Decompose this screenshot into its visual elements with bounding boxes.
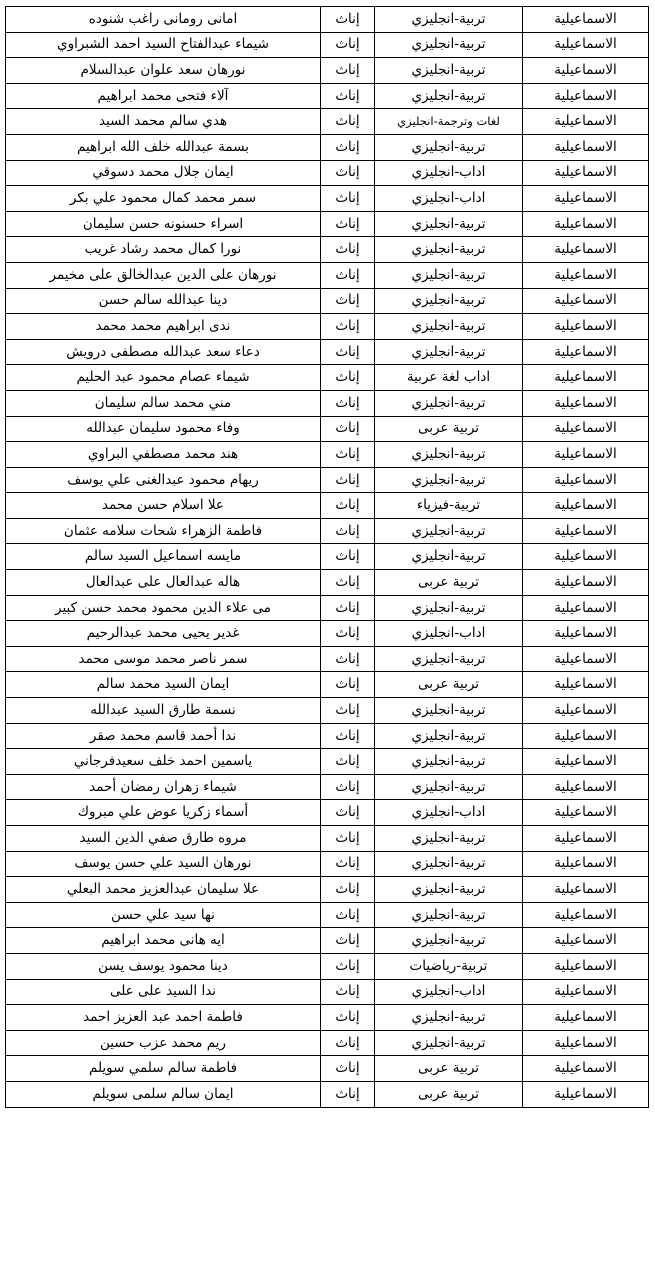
cell-gender: إناث — [321, 288, 375, 314]
cell-governorate: الاسماعيلية — [523, 723, 649, 749]
cell-department: تربية عربى — [375, 416, 523, 442]
cell-gender: إناث — [321, 979, 375, 1005]
cell-governorate: الاسماعيلية — [523, 1056, 649, 1082]
cell-name: فاطمة احمد عبد العزيز احمد — [6, 1005, 321, 1031]
cell-gender: إناث — [321, 416, 375, 442]
table-row — [6, 826, 649, 852]
cell-department: تربية-انجليزي — [375, 544, 523, 570]
table-row — [6, 390, 649, 416]
cell-gender: إناث — [321, 826, 375, 852]
cell-name: هدي سالم محمد السيد — [6, 109, 321, 135]
cell-department: تربية-انجليزي — [375, 83, 523, 109]
cell-gender: إناث — [321, 570, 375, 596]
table-row — [6, 83, 649, 109]
cell-gender: إناث — [321, 314, 375, 340]
cell-name: آلاء فتحى محمد ابراهيم — [6, 83, 321, 109]
table-row — [6, 544, 649, 570]
table-row — [6, 160, 649, 186]
cell-department: تربية-انجليزي — [375, 749, 523, 775]
cell-gender: إناث — [321, 774, 375, 800]
cell-gender: إناث — [321, 749, 375, 775]
cell-governorate: الاسماعيلية — [523, 979, 649, 1005]
cell-governorate: الاسماعيلية — [523, 186, 649, 212]
cell-name: نسمة طارق السيد عبدالله — [6, 698, 321, 724]
table-row — [6, 288, 649, 314]
cell-department: اداب-انجليزي — [375, 979, 523, 1005]
table-row — [6, 211, 649, 237]
cell-governorate: الاسماعيلية — [523, 7, 649, 33]
cell-governorate: الاسماعيلية — [523, 672, 649, 698]
cell-name: ايمان السيد محمد سالم — [6, 672, 321, 698]
cell-gender: إناث — [321, 390, 375, 416]
cell-name: شيماء عبدالفتاح السيد احمد الشبراوي — [6, 32, 321, 58]
cell-name: دينا محمود يوسف يسن — [6, 953, 321, 979]
table-row — [6, 32, 649, 58]
cell-gender: إناث — [321, 109, 375, 135]
table-row — [6, 442, 649, 468]
cell-department: تربية-انجليزي — [375, 134, 523, 160]
cell-department: تربية-انجليزي — [375, 288, 523, 314]
table-row — [6, 1056, 649, 1082]
cell-governorate: الاسماعيلية — [523, 928, 649, 954]
cell-gender: إناث — [321, 211, 375, 237]
table-row — [6, 7, 649, 33]
cell-name: علا اسلام حسن محمد — [6, 493, 321, 519]
cell-name: نها سيد علي حسن — [6, 902, 321, 928]
table-row — [6, 1030, 649, 1056]
cell-governorate: الاسماعيلية — [523, 83, 649, 109]
cell-department: تربية-انجليزي — [375, 877, 523, 903]
cell-department: تربية-انجليزي — [375, 1005, 523, 1031]
cell-department: تربية عربى — [375, 1081, 523, 1107]
cell-governorate: الاسماعيلية — [523, 442, 649, 468]
cell-department: اداب-انجليزي — [375, 621, 523, 647]
cell-gender: إناث — [321, 1081, 375, 1107]
cell-name: دعاء سعد عبدالله مصطفى درويش — [6, 339, 321, 365]
cell-name: هاله عبدالعال على عبدالعال — [6, 570, 321, 596]
cell-department: تربية-انجليزي — [375, 928, 523, 954]
cell-department: تربية-انجليزي — [375, 390, 523, 416]
cell-governorate: الاسماعيلية — [523, 339, 649, 365]
cell-name: هند محمد مصطفي البراوي — [6, 442, 321, 468]
table-row — [6, 186, 649, 212]
cell-governorate: الاسماعيلية — [523, 467, 649, 493]
table-row — [6, 851, 649, 877]
table-row — [6, 774, 649, 800]
cell-department: تربية-انجليزي — [375, 646, 523, 672]
cell-name: وفاء محمود سليمان عبدالله — [6, 416, 321, 442]
table-row — [6, 621, 649, 647]
cell-name: غدير يحيى محمد عبدالرحيم — [6, 621, 321, 647]
cell-name: فاطمة الزهراء شحات سلامه عثمان — [6, 518, 321, 544]
cell-governorate: الاسماعيلية — [523, 314, 649, 340]
cell-governorate: الاسماعيلية — [523, 698, 649, 724]
table-row — [6, 493, 649, 519]
cell-department: تربية-انجليزي — [375, 262, 523, 288]
cell-governorate: الاسماعيلية — [523, 570, 649, 596]
cell-governorate: الاسماعيلية — [523, 953, 649, 979]
cell-governorate: الاسماعيلية — [523, 826, 649, 852]
cell-name: علا سليمان عبدالعزيز محمد البعلي — [6, 877, 321, 903]
cell-gender: إناث — [321, 646, 375, 672]
cell-gender: إناث — [321, 7, 375, 33]
cell-governorate: الاسماعيلية — [523, 1030, 649, 1056]
cell-governorate: الاسماعيلية — [523, 211, 649, 237]
table-row — [6, 928, 649, 954]
table-row — [6, 672, 649, 698]
cell-name: نورهان على الدين عبدالخالق على مخيمر — [6, 262, 321, 288]
cell-name: شيماء زهران رمضان أحمد — [6, 774, 321, 800]
table-row — [6, 877, 649, 903]
cell-name: ندا السيد على على — [6, 979, 321, 1005]
cell-gender: إناث — [321, 723, 375, 749]
cell-governorate: الاسماعيلية — [523, 902, 649, 928]
cell-department: تربية-انجليزي — [375, 851, 523, 877]
cell-department: تربية-انجليزي — [375, 774, 523, 800]
cell-name: ياسمين احمد خلف سعيدفرجاني — [6, 749, 321, 775]
cell-governorate: الاسماعيلية — [523, 646, 649, 672]
cell-gender: إناث — [321, 672, 375, 698]
cell-gender: إناث — [321, 237, 375, 263]
cell-gender: إناث — [321, 595, 375, 621]
table-row — [6, 749, 649, 775]
cell-governorate: الاسماعيلية — [523, 288, 649, 314]
cell-gender: إناث — [321, 544, 375, 570]
cell-department: تربية-انجليزي — [375, 595, 523, 621]
table-row — [6, 467, 649, 493]
table-row — [6, 646, 649, 672]
cell-name: سمر محمد كمال محمود علي بكر — [6, 186, 321, 212]
cell-governorate: الاسماعيلية — [523, 621, 649, 647]
cell-gender: إناث — [321, 262, 375, 288]
cell-name: فاطمة سالم سلمي سويلم — [6, 1056, 321, 1082]
cell-name: نورهان سعد علوان عبدالسلام — [6, 58, 321, 84]
cell-governorate: الاسماعيلية — [523, 800, 649, 826]
cell-department: تربية-انجليزي — [375, 1030, 523, 1056]
cell-gender: إناث — [321, 442, 375, 468]
table-row — [6, 262, 649, 288]
cell-name: ريهام محمود عبدالغنى علي يوسف — [6, 467, 321, 493]
cell-department: تربية-انجليزي — [375, 339, 523, 365]
table-row — [6, 109, 649, 135]
cell-name: اسراء حسنونه حسن سليمان — [6, 211, 321, 237]
table-row — [6, 979, 649, 1005]
cell-governorate: الاسماعيلية — [523, 877, 649, 903]
cell-department: تربية عربى — [375, 672, 523, 698]
cell-department: تربية-انجليزي — [375, 58, 523, 84]
cell-governorate: الاسماعيلية — [523, 774, 649, 800]
table-row — [6, 698, 649, 724]
names-table — [5, 6, 649, 1108]
table-row — [6, 134, 649, 160]
cell-department: اداب-انجليزي — [375, 800, 523, 826]
cell-department: تربية-رياضيات — [375, 953, 523, 979]
cell-name: مروه طارق صفي الدين السيد — [6, 826, 321, 852]
cell-name: ريم محمد عزب حسين — [6, 1030, 321, 1056]
cell-name: أسماء زكريا عوض علي مبروك — [6, 800, 321, 826]
cell-governorate: الاسماعيلية — [523, 544, 649, 570]
cell-department: تربية-انجليزي — [375, 902, 523, 928]
cell-gender: إناث — [321, 493, 375, 519]
cell-name: ايمان سالم سلمى سويلم — [6, 1081, 321, 1107]
cell-name: ايمان جلال محمد دسوقي — [6, 160, 321, 186]
cell-governorate: الاسماعيلية — [523, 160, 649, 186]
cell-gender: إناث — [321, 1005, 375, 1031]
cell-name: مايسه اسماعيل السيد سالم — [6, 544, 321, 570]
table-row — [6, 595, 649, 621]
cell-governorate: الاسماعيلية — [523, 493, 649, 519]
cell-name: ندى ابراهيم محمد محمد — [6, 314, 321, 340]
cell-department: اداب لغة عربية — [375, 365, 523, 391]
cell-governorate: الاسماعيلية — [523, 851, 649, 877]
cell-department: اداب-انجليزي — [375, 160, 523, 186]
cell-department: تربية-انجليزي — [375, 442, 523, 468]
cell-governorate: الاسماعيلية — [523, 595, 649, 621]
cell-gender: إناث — [321, 365, 375, 391]
cell-department: تربية-انجليزي — [375, 698, 523, 724]
cell-governorate: الاسماعيلية — [523, 416, 649, 442]
cell-department: تربية-انجليزي — [375, 211, 523, 237]
table-row — [6, 800, 649, 826]
cell-department: تربية-فيزياء — [375, 493, 523, 519]
cell-gender: إناث — [321, 1056, 375, 1082]
cell-name: ايه هانى محمد ابراهيم — [6, 928, 321, 954]
cell-gender: إناث — [321, 800, 375, 826]
cell-department: تربية-انجليزي — [375, 467, 523, 493]
cell-department: لغات وترجمة-انجليزي — [375, 109, 523, 135]
cell-governorate: الاسماعيلية — [523, 390, 649, 416]
cell-governorate: الاسماعيلية — [523, 32, 649, 58]
cell-name: امانى رومانى راغب شنوده — [6, 7, 321, 33]
cell-department: تربية-انجليزي — [375, 237, 523, 263]
table-row — [6, 1005, 649, 1031]
cell-name: نورا كمال محمد رشاد غريب — [6, 237, 321, 263]
table-row — [6, 237, 649, 263]
cell-governorate: الاسماعيلية — [523, 1005, 649, 1031]
table-row — [6, 518, 649, 544]
cell-department: تربية عربى — [375, 570, 523, 596]
cell-department: تربية-انجليزي — [375, 826, 523, 852]
cell-name: بسمة عبدالله خلف الله ابراهيم — [6, 134, 321, 160]
table-row — [6, 1081, 649, 1107]
cell-department: تربية-انجليزي — [375, 314, 523, 340]
cell-department: تربية-انجليزي — [375, 518, 523, 544]
cell-department: تربية-انجليزي — [375, 723, 523, 749]
cell-governorate: الاسماعيلية — [523, 237, 649, 263]
cell-gender: إناث — [321, 160, 375, 186]
cell-department: تربية-انجليزي — [375, 32, 523, 58]
cell-governorate: الاسماعيلية — [523, 109, 649, 135]
cell-gender: إناث — [321, 518, 375, 544]
cell-governorate: الاسماعيلية — [523, 365, 649, 391]
cell-name: دينا عبدالله سالم حسن — [6, 288, 321, 314]
cell-gender: إناث — [321, 902, 375, 928]
cell-name: نورهان السيد علي حسن يوسف — [6, 851, 321, 877]
cell-governorate: الاسماعيلية — [523, 262, 649, 288]
names-table-body — [6, 7, 649, 1108]
cell-gender: إناث — [321, 621, 375, 647]
table-row — [6, 339, 649, 365]
cell-governorate: الاسماعيلية — [523, 58, 649, 84]
cell-gender: إناث — [321, 928, 375, 954]
cell-name: سمر ناصر محمد موسى محمد — [6, 646, 321, 672]
table-row — [6, 365, 649, 391]
cell-governorate: الاسماعيلية — [523, 1081, 649, 1107]
cell-gender: إناث — [321, 339, 375, 365]
table-row — [6, 58, 649, 84]
cell-name: مني محمد سالم سليمان — [6, 390, 321, 416]
cell-department: تربية عربى — [375, 1056, 523, 1082]
cell-governorate: الاسماعيلية — [523, 134, 649, 160]
cell-gender: إناث — [321, 186, 375, 212]
table-row — [6, 953, 649, 979]
table-row — [6, 570, 649, 596]
cell-name: شيماء عصام محمود عبد الحليم — [6, 365, 321, 391]
cell-gender: إناث — [321, 58, 375, 84]
cell-gender: إناث — [321, 877, 375, 903]
cell-name: مى علاء الدين محمود محمد حسن كبير — [6, 595, 321, 621]
cell-department: تربية-انجليزي — [375, 7, 523, 33]
cell-gender: إناث — [321, 467, 375, 493]
cell-gender: إناث — [321, 698, 375, 724]
cell-governorate: الاسماعيلية — [523, 518, 649, 544]
table-row — [6, 902, 649, 928]
cell-gender: إناث — [321, 953, 375, 979]
table-row — [6, 416, 649, 442]
cell-gender: إناث — [321, 1030, 375, 1056]
table-row — [6, 314, 649, 340]
cell-governorate: الاسماعيلية — [523, 749, 649, 775]
table-row — [6, 723, 649, 749]
cell-department: اداب-انجليزي — [375, 186, 523, 212]
cell-gender: إناث — [321, 851, 375, 877]
cell-gender: إناث — [321, 83, 375, 109]
cell-gender: إناث — [321, 134, 375, 160]
cell-name: ندا أحمد قاسم محمد صقر — [6, 723, 321, 749]
cell-gender: إناث — [321, 32, 375, 58]
